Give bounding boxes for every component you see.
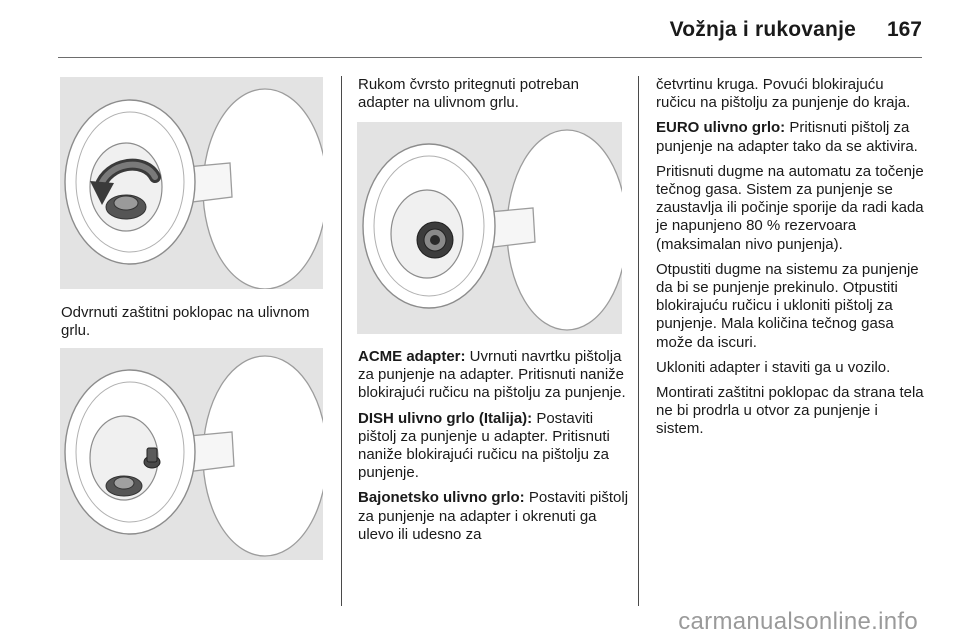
paragraph-press-button — [656, 163, 926, 254]
caption-unscrew-cap — [61, 304, 331, 347]
text-acme: Uvrnuti navrtku pištolja za punjenje na adapter. Pritisnuti naniže blokirajući ručicu na pištolju za punjenje. — [358, 348, 626, 402]
paragraph-remove-adapter — [656, 359, 926, 377]
footer-watermark[interactable]: carmanualsonline.info — [678, 608, 918, 635]
illustration-adapter-fitted — [357, 122, 622, 334]
column2-intro — [358, 76, 628, 119]
illustration-cap-removed — [60, 348, 323, 560]
page-header-title: Vožnja i rukovanje — [669, 18, 856, 41]
column3-body — [656, 76, 926, 446]
illustration-unscrew-cap — [60, 77, 323, 289]
text-bajonet: Postaviti pištolj za punjenje na adapter i okrenuti ga ulevo ili udesno za — [358, 489, 629, 543]
paragraph-dish — [358, 410, 630, 483]
lead-acme: ACME adapter: — [358, 348, 466, 365]
lead-dish: DISH ulivno grlo (Italija): — [358, 409, 533, 427]
column-divider-2 — [638, 76, 639, 606]
paragraph-euro — [656, 119, 926, 155]
fuel-flap-cap-drawing — [60, 77, 323, 289]
page-number: 167 — [886, 18, 922, 41]
text-refit-cap: Montirati zaštitni poklopac da strana tela ne bi prodrla u otvor za punjenje i sistem. — [656, 384, 924, 438]
fuel-flap-open-drawing — [60, 348, 323, 560]
intro-text: Rukom čvrsto pritegnuti potreban adapter na ulivnom grlu. — [358, 76, 579, 112]
paragraph-continued — [656, 76, 926, 112]
paragraph-bajonet — [358, 489, 630, 544]
paragraph-refit-cap — [656, 384, 926, 439]
column2-body — [358, 348, 630, 551]
lead-euro: EURO ulivno grlo: — [656, 119, 786, 137]
paragraph-release-button — [656, 261, 926, 352]
text-remove-adapter: Ukloniti adapter i staviti ga u vozilo. — [656, 358, 891, 376]
lead-bajonet: Bajonetsko ulivno grlo: — [358, 489, 525, 507]
header-rule — [58, 57, 922, 58]
column-divider-1 — [341, 76, 342, 606]
paragraph-acme — [358, 348, 630, 403]
text-press-button: Pritisnuti dugme na automatu za točenje tečnog gasa. Sistem za punjenje se zaustavlja ili počinje sporije da radi kada je napunjeno 80 % rezervoara (maksimalan nivo punjenja). — [656, 162, 924, 253]
adapter-fitted-drawing — [357, 122, 622, 334]
text-dish: Postaviti pištolj za punjenje u adapter. Pritisnuti naniže blokirajući ručicu na pištolju za punjenje. — [358, 409, 610, 482]
text-euro: Pritisnuti pištolj za punjenje na adapter tako da se aktivira. — [656, 119, 918, 155]
text-release-button: Otpustiti dugme na sistemu za punjenje da bi se punjenje prekinulo. Otpustiti blokirajuću ručicu i ukloniti pištolj za punjenje. Mala količina tečnog gasa može da iscuri. — [656, 260, 919, 351]
text-continued: četvrtinu kruga. Povući blokirajuću ručicu na pištolju za punjenje do kraja. — [656, 76, 911, 112]
caption-text: Odvrnuti zaštitni poklopac na ulivnom grlu. — [61, 304, 310, 340]
